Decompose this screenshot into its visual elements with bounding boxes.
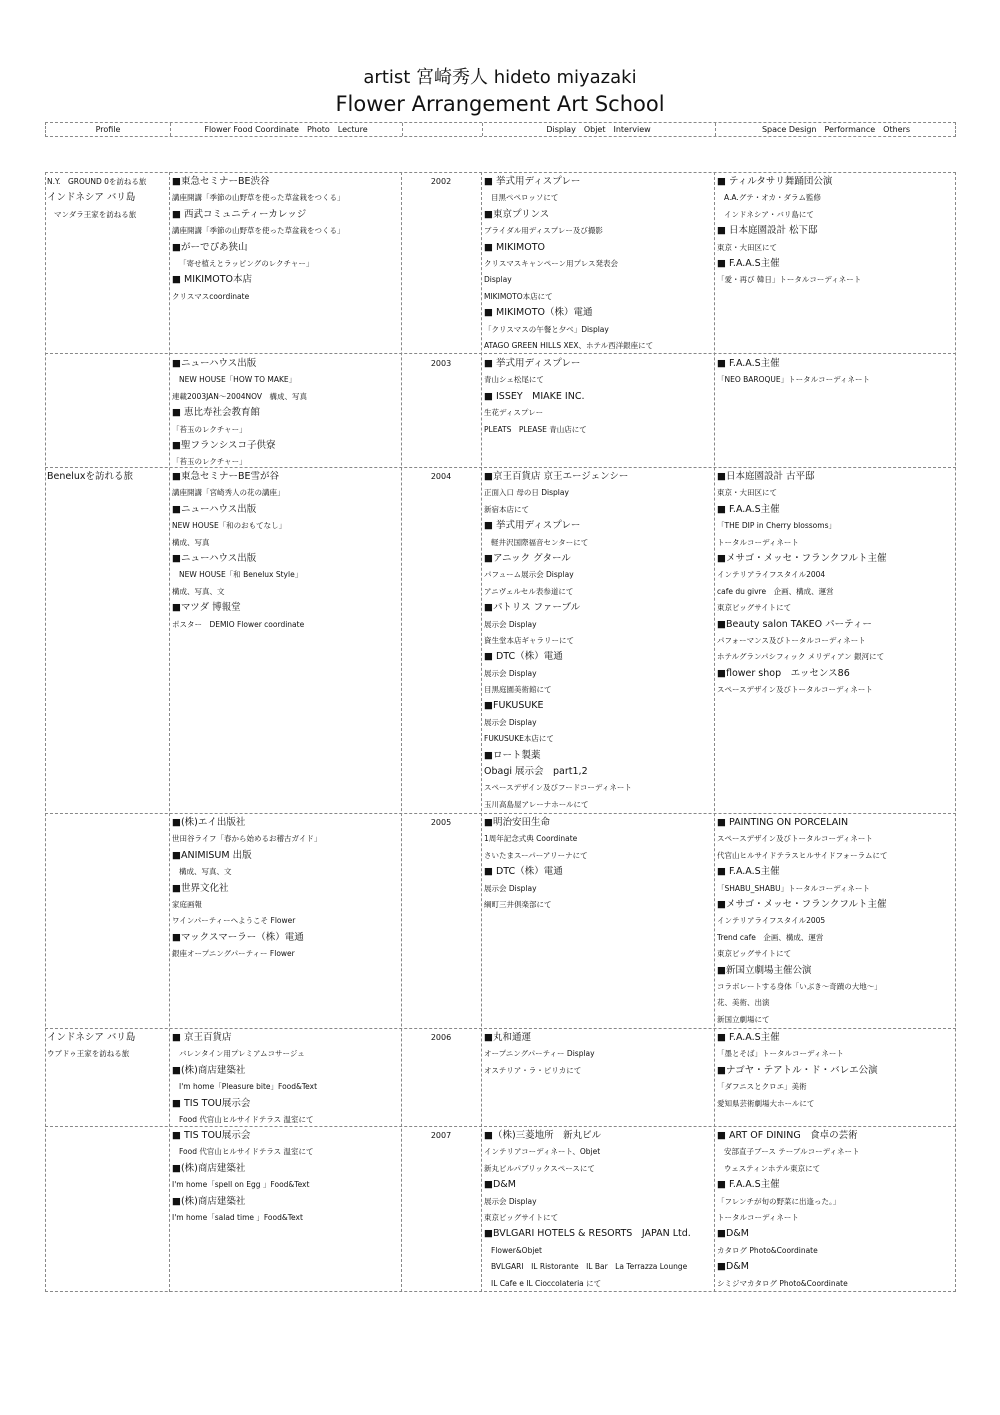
entry-title: ■ 西武コミュニティーカレッジ: [172, 208, 307, 220]
entry-title: ■BVLGARI HOTELS & RESORTS JAPAN Ltd.: [484, 1228, 691, 1240]
entry-detail: 世田谷ライフ「春から始めるお稽古ガイド」: [172, 834, 322, 844]
entry-title: ■ 日本庭園設計 松下邸: [717, 225, 818, 237]
entry-detail: 構成、写真、文: [172, 586, 225, 596]
cell-space-2005: [717, 815, 953, 1027]
entry-detail: ATAGO GREEN HILLS XEX、ホテル西洋銀座にて: [484, 340, 654, 350]
entry-title: ■ 挙式用ディスプレー: [484, 520, 581, 532]
entry-detail: 東京ビッグサイトにて: [717, 603, 792, 613]
cell-display-2002: [484, 174, 713, 352]
entry-title: ■ロート製薬: [484, 749, 541, 761]
entry-detail: ウェスティンホテル東京にて: [724, 1163, 821, 1173]
entry-title: ■ F.A.A.S主催: [717, 866, 780, 878]
entry-detail: 代官山ヒルサイドテラスヒルサイドフォーラムにて: [717, 850, 888, 860]
entry-detail: 展示会 Display: [484, 883, 537, 893]
entry-title: ■ 挙式用ディスプレー: [484, 176, 581, 187]
cell-space-2007: [717, 1128, 953, 1290]
entry-detail: コラボレートする身体「いぶき～奇蹟の大地～」: [717, 981, 882, 991]
entry-detail: 新国立劇場にて: [717, 1014, 770, 1024]
entry-detail: 連載2003JAN～2004NOV 構成、写真: [172, 391, 308, 401]
entry-detail: 講座開講「季節の山野草を使った草盆栽をつくる」: [172, 226, 345, 236]
entry-detail: 東京ビッグサイトにて: [717, 949, 792, 959]
entry-title: ■ F.A.A.S主催: [717, 358, 780, 369]
entry-detail: インテリアライフスタイル2005: [717, 916, 826, 926]
entry-title: ■ F.A.A.S主催: [717, 503, 780, 515]
entry-detail: 安部直子ブース テーブルコーディネート: [724, 1147, 860, 1157]
cell-profile-2005: [47, 815, 167, 1027]
column-header-flower: Flower Food Coordinate Photo Lecture: [204, 125, 368, 134]
cell-display-2007: [484, 1128, 713, 1290]
entry-detail: バレンタイン用プレミアムコサージュ: [179, 1049, 305, 1059]
entry-title: ■ニューハウス出版: [172, 503, 257, 515]
year-label: 2003: [430, 359, 452, 368]
entry-title: ■（株)三菱地所 新丸ビル: [484, 1130, 602, 1141]
entry-title: ■ TIS TOU展示会: [172, 1097, 251, 1109]
entry-detail: PLEATS PLEASE 青山店にて: [484, 424, 587, 434]
entry-title: ■マツダ 博報堂: [172, 602, 241, 614]
entry-detail: 「苔玉のレクチャー」: [172, 424, 247, 434]
entry-detail: オステリア・ラ・ピリカにて: [484, 1065, 582, 1075]
cell-display-2003: [484, 356, 713, 466]
entry-detail: Food 代官山ヒルサイドテラス 温室にて: [179, 1147, 314, 1157]
entry-title: ■D&M: [484, 1179, 516, 1191]
cell-profile-2003: [47, 356, 167, 466]
entry-detail: トータルコーディネート: [717, 537, 799, 547]
cell-profile-2006: [47, 1030, 167, 1125]
entry-title: ■FUKUSUKE: [484, 700, 544, 712]
entry-detail: ウブドゥ王家を訪ねる旅: [47, 1049, 130, 1059]
entry-title: ■ PAINTING ON PORCELAIN: [717, 817, 849, 828]
entry-title: Beneluxを訪れる旅: [47, 471, 134, 482]
cell-space-2004: [717, 469, 953, 812]
entry-detail: 展示会 Display: [484, 668, 537, 678]
entry-detail: NEW HOUSE「HOW TO MAKE」: [179, 375, 297, 385]
entry-title: Obagi 展示会 part1,2: [484, 766, 588, 778]
entry-detail: スペースデザイン及びトータルコーディネート: [717, 834, 873, 844]
page-title-artist: artist 宮崎秀人 hideto miyazaki: [363, 67, 637, 88]
entry-title: ■明治安田生命: [484, 817, 550, 828]
entry-detail: Display: [484, 275, 512, 285]
cell-flower-2005: [172, 815, 400, 1027]
entry-detail: 綱町三井倶楽部にて: [484, 899, 552, 909]
entry-title: ■ 恵比寿社会教育館: [172, 407, 260, 419]
entry-detail: ワインパーティーへようこそ Flower: [172, 916, 296, 926]
column-header-profile: Profile: [95, 125, 121, 134]
entry-detail: 銀座オープニングパーティー Flower: [172, 949, 295, 959]
entry-title: ■ANIMISUM 出版: [172, 849, 252, 861]
entry-title: ■ 挙式用ディスプレー: [484, 358, 581, 369]
cell-profile-2002: [47, 174, 167, 352]
entry-title: ■ F.A.A.S主催: [717, 257, 780, 269]
entry-detail: マンダラ王家を訪ねる旅: [54, 209, 137, 219]
entry-detail: I'm home「spell on Egg 」Food&Text: [172, 1180, 310, 1190]
entry-title: ■聖フランシスコ子供寮: [172, 439, 276, 451]
entry-detail: インテリアライフスタイル2004: [717, 570, 826, 580]
entry-detail: Food 代官山ヒルサイドテラス 温室にて: [179, 1114, 314, 1124]
entry-title: ■D&M: [717, 1261, 749, 1273]
entry-title: ■(株)商店建築社: [172, 1064, 246, 1076]
entry-title: ■ニューハウス出版: [172, 552, 257, 564]
entry-detail: 構成、写真、文: [179, 867, 232, 877]
entry-detail: 「クリスマスの午餐と夕べ」Display: [484, 324, 609, 334]
entry-detail: 展示会 Display: [484, 619, 537, 629]
entry-title: ■京王百貨店 京王エージェンシー: [484, 471, 629, 482]
entry-detail: IL Cafe e IL Cioccolateria にて: [491, 1278, 602, 1288]
cell-display-2005: [484, 815, 713, 1027]
year-label: 2007: [430, 1131, 452, 1140]
entry-title: ■ニューハウス出版: [172, 358, 257, 369]
entry-detail: I'm home「salad time 」Food&Text: [172, 1212, 303, 1222]
cell-flower-2006: [172, 1030, 400, 1125]
entry-detail: 「フレンチが旬の野菜に出逢った。」: [717, 1196, 841, 1206]
entry-title: ■ナゴヤ・テアトル・ド・バレエ公演: [717, 1064, 878, 1076]
entry-detail: ブライダル用ディスプレー及び撮影: [484, 226, 603, 236]
entry-detail: 「THE DIP in Cherry blossoms」: [717, 521, 836, 531]
cell-flower-2002: [172, 174, 400, 352]
entry-detail: 「愛・再び 韓日」トータルコーディネート: [717, 275, 862, 285]
entry-title: ■日本庭園設計 古平邸: [717, 471, 815, 482]
entry-title: ■ DTC（株）電通: [484, 866, 563, 878]
entry-detail: 東京ビッグサイトにて: [484, 1212, 559, 1222]
entry-detail: クリスマスキャンペーン用プレス発表会: [484, 258, 619, 268]
entry-detail: 愛知県芸術劇場大ホールにて: [717, 1098, 815, 1108]
entry-title: インドネシア バリ島: [47, 192, 136, 204]
entry-title: ■マックスマーラー（株）電通: [172, 931, 304, 943]
entry-detail: 「ダフニスとクロエ」美術: [717, 1082, 807, 1092]
cell-display-2004: [484, 469, 713, 812]
entry-detail: 「NEO BAROQUE」トータルコーディネート: [717, 375, 871, 385]
entry-title: ■東急セミナーBE渋谷: [172, 176, 270, 187]
entry-detail: 目黒ぺペロッソにて: [491, 193, 559, 203]
column-header-bar: [45, 122, 956, 137]
entry-detail: オープニングパーティー Display: [484, 1049, 595, 1059]
entry-title: ■ 京王百貨店: [172, 1032, 232, 1043]
cell-display-2006: [484, 1030, 713, 1125]
year-label: 2002: [430, 177, 452, 186]
entry-detail: ポスター DEMIO Flower coordinate: [172, 619, 305, 629]
entry-detail: 家庭画報: [172, 899, 202, 909]
entry-detail: アニヴェルセル表参道にて: [484, 586, 574, 596]
cell-flower-2004: [172, 469, 400, 812]
entry-detail: I'm home「Pleasure bite」Food&Text: [179, 1082, 318, 1092]
entry-title: ■パトリス ファーブル: [484, 602, 581, 614]
entry-detail: 生花ディスプレー: [484, 408, 544, 418]
column-header-display: Display Objet Interview: [546, 125, 651, 134]
entry-detail: 講座開講「季節の山野草を使った草盆栽をつくる」: [172, 193, 345, 203]
entry-detail: 花、美術、出演: [717, 998, 770, 1008]
entry-title: ■メサゴ・メッセ・フランクフルト主催: [717, 898, 887, 910]
entry-detail: 正面入口 母の日 Display: [484, 488, 569, 498]
entry-detail: N.Y. GROUND 0を訪ねる旅: [47, 177, 147, 186]
entry-title: ■ ティルタサリ舞踊団公演: [717, 176, 833, 187]
entry-title: ■ DTC（株）電通: [484, 651, 563, 663]
entry-detail: MIKIMOTO本店にて: [484, 291, 553, 301]
entry-title: ■東京プリンス: [484, 208, 550, 220]
column-header-space: Space Design Performance Others: [761, 125, 911, 134]
entry-detail: ホテルグランパシフィック メリディアン 銀河にて: [717, 652, 885, 662]
entry-title: インドネシア バリ島: [47, 1032, 136, 1043]
entry-detail: パフューム展示会 Display: [484, 570, 574, 580]
entry-title: ■がーでぴあ狭山: [172, 241, 248, 253]
entry-detail: パフォーマンス及びトータルコーディネート: [717, 635, 866, 645]
entry-detail: シミジマカタログ Photo&Coordinate: [717, 1278, 848, 1288]
entry-title: ■ MIKIMOTO: [484, 241, 545, 253]
entry-detail: 1周年記念式典 Coordinate: [484, 834, 578, 844]
entry-detail: 講座開講「宮崎秀人の花の講座」: [172, 488, 285, 498]
cell-flower-2007: [172, 1128, 400, 1290]
cell-space-2006: [717, 1030, 953, 1125]
entry-detail: クリスマスcoordinate: [172, 291, 250, 301]
entry-detail: cafe du givre 企画、構成、運営: [717, 586, 834, 596]
year-label: 2005: [430, 818, 452, 827]
cell-space-2003: [717, 356, 953, 466]
entry-detail: 「SHABU_SHABU」トータルコーディネート: [717, 883, 870, 893]
entry-detail: Trend cafe 企画、構成、運営: [717, 932, 824, 942]
entry-detail: 資生堂本店ギャラリーにて: [484, 635, 574, 645]
entry-title: ■ F.A.A.S主催: [717, 1179, 780, 1191]
entry-detail: Flower&Objet: [491, 1245, 542, 1255]
entry-detail: カタログ Photo&Coordinate: [717, 1245, 818, 1255]
entry-detail: トータルコーディネート: [717, 1212, 799, 1222]
entry-detail: 新宿本店にて: [484, 504, 529, 514]
entry-detail: 「苔玉のレクチャー」: [172, 457, 247, 466]
year-label: 2004: [430, 472, 452, 481]
entry-detail: 青山シェ松尾にて: [484, 375, 544, 385]
entry-detail: 東京・大田区にて: [717, 488, 777, 498]
entry-title: ■ ISSEY MIAKE INC.: [484, 390, 585, 402]
entry-title: ■(株)商店建築社: [172, 1195, 246, 1207]
entry-detail: インテリアコーディネート、Objet: [484, 1147, 601, 1157]
entry-detail: 展示会 Display: [484, 717, 537, 727]
cell-flower-2003: [172, 356, 400, 466]
entry-detail: NEW HOUSE「和のおもてなし」: [172, 521, 287, 531]
entry-title: ■新国立劇場主催公演: [717, 964, 812, 976]
entry-title: ■世界文化社: [172, 882, 229, 894]
entry-title: ■ F.A.A.S主催: [717, 1032, 780, 1043]
entry-detail: 新丸ビルパブリックスペースにて: [484, 1163, 595, 1173]
year-label: 2006: [430, 1033, 452, 1042]
entry-detail: NEW HOUSE「和 Benelux Style」: [179, 570, 303, 580]
entry-detail: A.A.グテ・オカ・ダラム監修: [724, 193, 821, 203]
entry-title: ■Beauty salon TAKEO パーティー: [717, 618, 872, 630]
entry-title: ■ ART OF DINING 食卓の芸術: [717, 1130, 858, 1141]
entry-detail: スペースデザイン及びトータルコーディネート: [717, 685, 873, 695]
entry-title: ■ TIS TOU展示会: [172, 1130, 251, 1141]
cell-profile-2007: [47, 1128, 167, 1290]
entry-title: ■アニック グタール: [484, 552, 571, 564]
entry-detail: FUKUSUKE本店にて: [484, 734, 554, 744]
entry-detail: 「寄せ植えとラッピングのレクチャー」: [179, 258, 314, 268]
entry-detail: 構成、写真: [172, 537, 210, 547]
entry-detail: 軽井沢国際福音センターにて: [491, 537, 589, 547]
entry-detail: 玉川高島屋アレーナホールにて: [484, 799, 589, 809]
entry-title: ■メサゴ・メッセ・フランクフルト主催: [717, 552, 887, 564]
entry-title: ■ MIKIMOTO本店: [172, 274, 252, 286]
entry-title: ■(株)エイ出版社: [172, 817, 246, 828]
entry-title: ■D&M: [717, 1228, 749, 1240]
entry-title: ■丸和通運: [484, 1032, 531, 1043]
entry-title: ■東急セミナーBE雪が谷: [172, 471, 279, 482]
entry-detail: 展示会 Display: [484, 1196, 537, 1206]
entry-detail: 東京・大田区にて: [717, 242, 777, 252]
entry-detail: スペースデザイン及びフードコーディネート: [484, 783, 632, 793]
cell-profile-2004: [47, 469, 167, 812]
entry-title: ■flower shop エッセンス86: [717, 667, 850, 679]
page-title-school: Flower Arrangement Art School: [335, 92, 665, 116]
entry-detail: インドネシア・バリ島にて: [724, 209, 814, 219]
entry-detail: さいたまスーパーアリーナにて: [484, 850, 588, 860]
cell-space-2002: [717, 174, 953, 352]
entry-title: ■(株)商店建築社: [172, 1162, 246, 1174]
entry-title: ■ MIKIMOTO（株）電通: [484, 307, 593, 319]
entry-detail: 目黒庭園美術館にて: [484, 685, 552, 695]
entry-detail: 「墨とそば」トータルコーディネート: [717, 1049, 844, 1059]
entry-detail: BVLGARI IL Ristorante IL Bar La Terrazza Lounge: [491, 1262, 688, 1272]
